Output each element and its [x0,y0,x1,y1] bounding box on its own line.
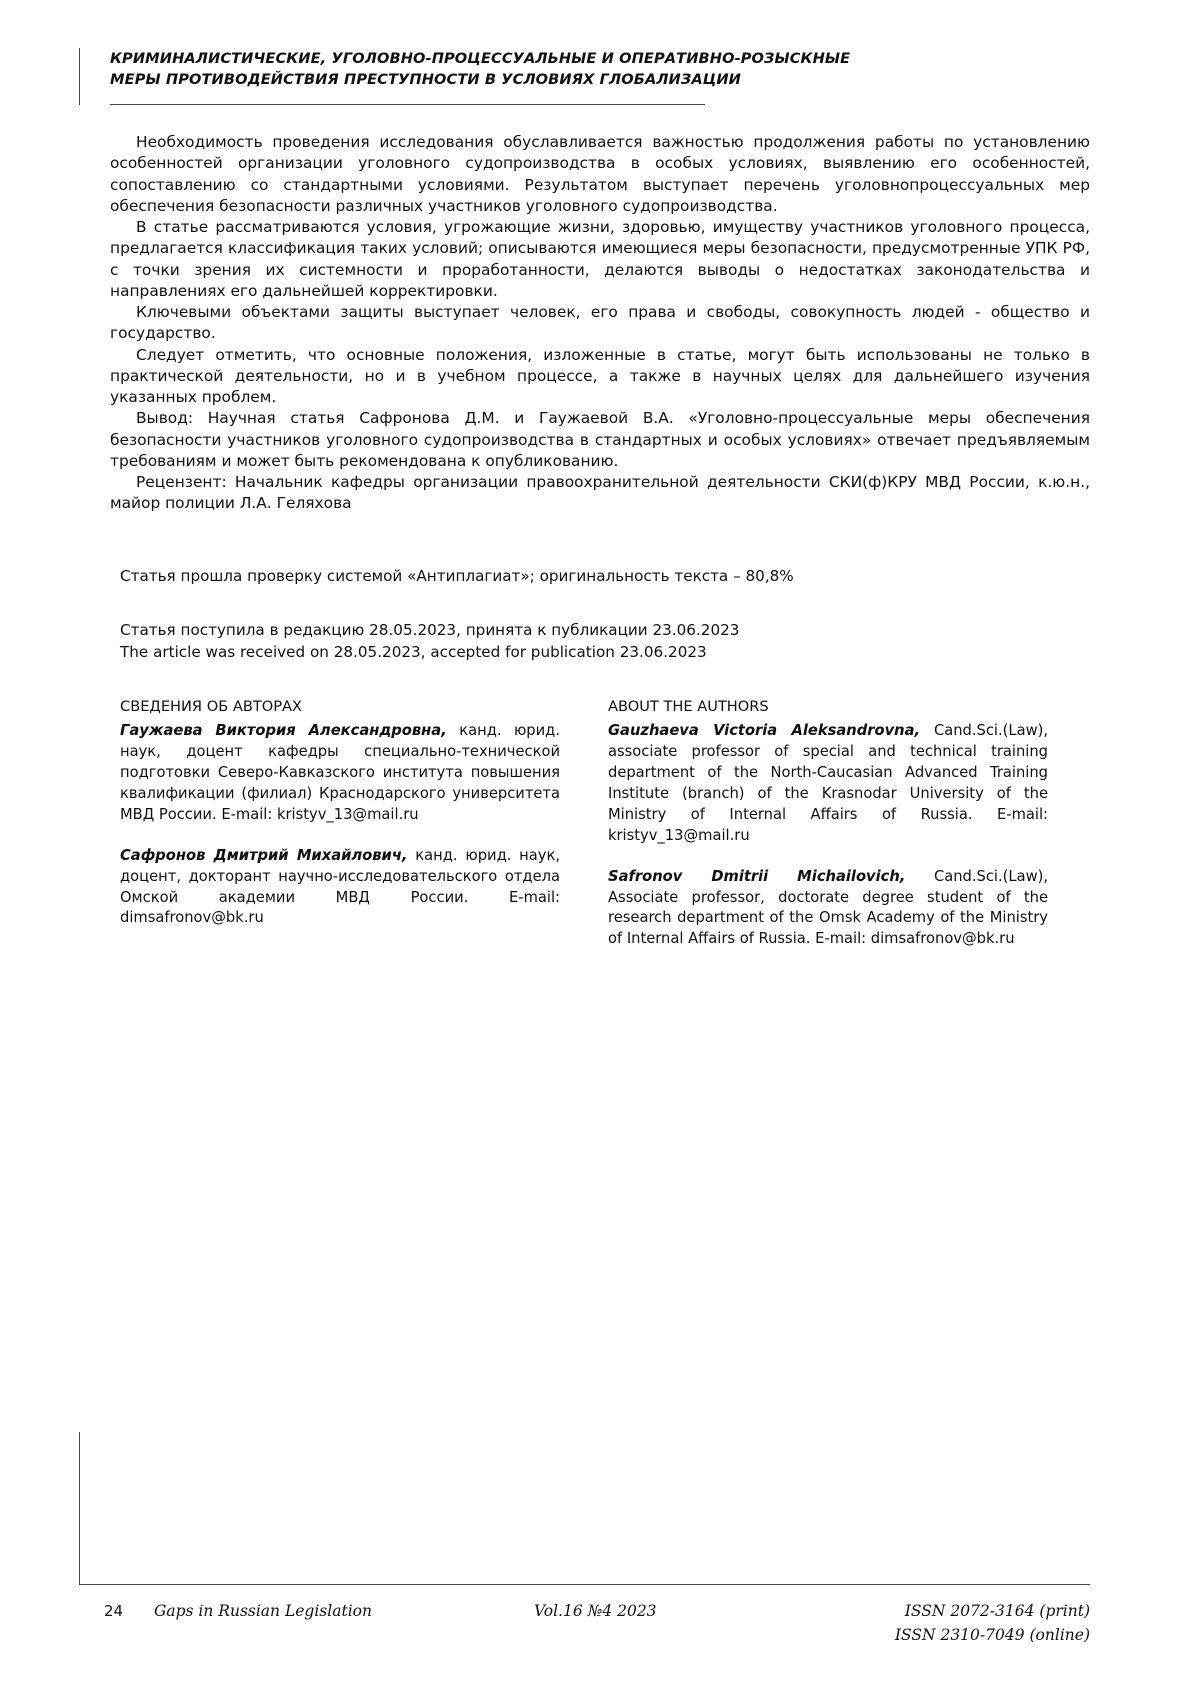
running-head [110,48,870,90]
publication-notes [120,565,1080,663]
authors-entry-spacer-ru [120,826,560,846]
authors-column-ru [120,697,560,950]
notes-spacer [120,587,1080,619]
paragraph-2: В статье рассматриваются условия, угрожающие жизни, здоровью, имуществу участников уголовного процесса, предлагается классификация таких условий; описываются имеющиеся меры безопасности, предусмотренные УПК РФ, с точки зрения их системности и проработанности, делаются выводы о недостатках законодательства и направлениях его дальнейшей корректировки. [110,218,1090,300]
left-margin-rule-bottom [79,1432,80,1584]
author-affiliation-ru-1: канд. юрид. наук, доцент кафедры специально-технической подготовки Северо-Кавказского института повышения квалификации (филиал) Краснодарского университета МВД России. E-mail: kristyv_13@mail.ru [120,722,560,823]
issn-print: ISSN 2072-3164 (print) [904,1602,1090,1620]
received-note-ru: Статья поступила в редакцию 28.05.2023, принята к публикации 23.06.2023 [120,621,740,640]
antiplagiat-note: Статья прошла проверку системой «Антиплагиат»; оригинальность текста – 80,8% [120,567,794,585]
author-name-en-1: Gauzhaeva Victoria Aleksandrovna, [608,722,921,740]
paragraph-1: Необходимость проведения исследования обуславливается важностью продолжения работы по установлению особенностей организации уголовного судопроизводства в особых условиях, выявлению его особенностей, сопоставлению со стандартными условиями. Результатом выступает перечень уголовнопроцессуальных мер обеспечения безопасности различных участников уголовного судопроизводства. [110,133,1090,215]
paragraph-3: Ключевыми объектами защиты выступает человек, его права и свободы, совокупность людей - общество и государство. [110,303,1090,343]
page-number: 24 [104,1602,124,1620]
authors-entry-spacer-en [608,847,1048,867]
volume-issue: Vol.16 №4 2023 [534,1602,657,1620]
author-entry-ru-2 [120,846,560,930]
author-entry-en-1 [608,721,1048,846]
authors-heading-en: ABOUT THE AUTHORS [608,698,769,715]
authors-heading-ru: СВЕДЕНИЯ ОБ АВТОРАХ [120,698,303,715]
conclusion-paragraph: Вывод: Научная статья Сафронова Д.М. и Гаужаевой В.А. «Уголовно-процессуальные меры обеспечения безопасности участников уголовного судопроизводства в стандартных и особых условиях» отвечает предъявляемым требованиям и может быть рекомендована к опубликованию. [110,409,1090,470]
footer-divider [79,1584,1090,1585]
paragraph-4: Следует отметить, что основные положения, изложенные в статье, могут быть использованы не только в практической деятельности, но и в учебном процессе, а также в научных целях для дальнейшего изучения указанных проблем. [110,345,1090,406]
authors-section [120,697,1085,950]
article-body [110,132,1090,515]
author-affiliation-ru-2: канд. юрид. наук, доцент, докторант научно-исследовательского отдела Омской академии МВД России. E-mail: dimsafronov@bk.ru [120,846,560,927]
author-affiliation-en-1: Cand.Sci.(Law), associate professor of special and technical training department of the North-Caucasian Advanced Training Institute (branch) of the Krasnodar University of the Ministry of Internal Affairs of Russia. E-mail: kristyv_13@mail.ru [608,722,1048,844]
author-entry-en-2 [608,867,1048,951]
author-name-ru-1: Гаужаева Виктория Александровна, [120,722,447,740]
running-head-line-2: МЕРЫ ПРОТИВОДЕЙСТВИЯ ПРЕСТУПНОСТИ В УСЛОВИЯХ ГЛОБАЛИЗАЦИИ [110,71,742,89]
authors-column-en [608,697,1048,950]
author-name-en-2: Safronov Dmitrii Michailovich, [608,867,906,885]
received-note-en: The article was received on 28.05.2023, accepted for publication 23.06.2023 [120,643,707,662]
reviewer-paragraph: Рецензент: Начальник кафедры организации правоохранительной деятельности СКИ(ф)КРУ МВД России, к.ю.н., майор полиции Л.А. Геляхова [110,473,1090,513]
author-name-ru-2: Сафронов Дмитрий Михайлович, [120,846,408,864]
journal-title: Gaps in Russian Legislation [154,1602,372,1620]
issn-online: ISSN 2310-7049 (online) [894,1626,1090,1644]
page-footer [79,1596,1090,1666]
author-entry-ru-1 [120,721,560,825]
author-affiliation-en-2: Cand.Sci.(Law), Associate professor, doctorate degree student of the research department of the Omsk Academy of the Ministry of Internal Affairs of Russia. E-mail: dimsafronov@bk.ru [608,867,1048,948]
running-head-line-1: КРИМИНАЛИСТИЧЕСКИЕ, УГОЛОВНО-ПРОЦЕССУАЛЬНЫЕ И ОПЕРАТИВНО-РОЗЫСКНЫЕ [110,50,851,67]
header-divider [110,104,705,105]
left-margin-rule-top [79,48,80,105]
